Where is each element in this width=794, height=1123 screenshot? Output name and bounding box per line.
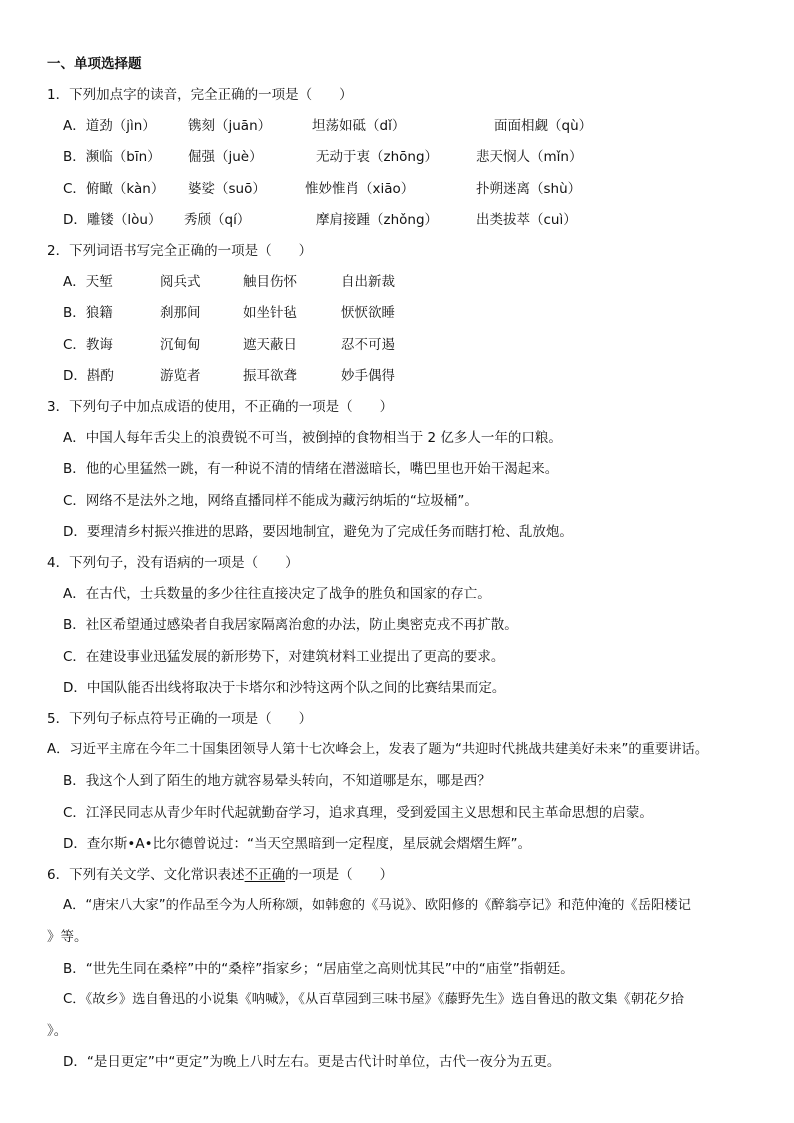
q5-option-c: C．江泽民同志从青少年时代起就勤奋学习，追求真理，受到爱国主义思想和民主革命思想的启蒙。 (63, 805, 653, 821)
q2-option-b-4: 恹恹欲睡 (341, 305, 395, 321)
q1-option-a-3: 坦荡如砥（dǐ） (312, 118, 406, 134)
q1-stem: 1．下列加点字的读音，完全正确的一项是（ ） (47, 87, 353, 103)
q2-option-b-2: 刹那间 (160, 305, 201, 321)
q3-stem: 3．下列句子中加点成语的使用，不正确的一项是（ ） (47, 399, 394, 415)
q4-option-c: C．在建设事业迅猛发展的新形势下，对建筑材料工业提出了更高的要求。 (63, 649, 505, 665)
q1-option-d-1: D．雕镂（lòu） (63, 212, 162, 228)
q2-option-a-2: 阅兵式 (160, 274, 201, 290)
q1-option-a-1: A．道劲（jìn） (63, 118, 156, 134)
q1-option-d-4: 出类拔萃（cuì） (476, 212, 577, 228)
q5-option-b: B．我这个人到了陌生的地方就容易晕头转向，不知道哪是东，哪是西？ (63, 773, 491, 789)
q1-option-d-2: 秀颀（qí） (184, 212, 251, 228)
q5-option-d: D．查尔斯•A•比尔德曾说过：“当天空黑暗到一定程度，星辰就会熠熠生辉”。 (63, 836, 532, 852)
q6-option-a-continued: 》等。 (47, 929, 88, 945)
q4-stem: 4．下列句子，没有语病的一项是（ ） (47, 555, 299, 571)
q2-option-b-3: 如坐针毡 (243, 305, 297, 321)
q5-option-a: A．习近平主席在今年二十国集团领导人第十七次峰会上，发表了题为“共迎时代挑战共建美好未来”的重要讲话。 (47, 742, 709, 757)
q2-stem: 2．下列词语书写完全正确的一项是（ ） (47, 243, 313, 259)
q1-option-a-4: 面面相觑（qù） (494, 118, 593, 134)
q1-option-d-3: 摩肩接踵（zhǒng） (316, 212, 439, 228)
q6-option-d: D．“是日更定”中“更定”为晚上八时左右。更是古代计时单位，古代一夜分为五更。 (63, 1054, 561, 1070)
q2-option-a-4: 自出新裁 (341, 274, 395, 290)
q2-option-c-2: 沉甸甸 (160, 337, 201, 353)
q6-stem (47, 866, 393, 884)
q6-stem-underlined: 不正确 (244, 867, 286, 883)
q2-option-c-1: C．教诲 (63, 337, 113, 353)
q1-option-b-3: 无动于衷（zhōng） (316, 149, 439, 165)
q6-option-c-continued: 》。 (47, 1023, 68, 1039)
q3-option-c: C．网络不是法外之地，网络直播同样不能成为藏污纳垢的“垃圾桶”。 (63, 493, 478, 509)
q4-option-a: A．在古代，士兵数量的多少往往直接决定了战争的胜负和国家的存亡。 (63, 586, 491, 602)
q1-option-a-2: 镌刻（juān） (188, 118, 272, 134)
q4-option-b: B．社区希望通过感染者自我居家隔离治愈的办法，防止奥密克戎不再扩散。 (63, 617, 518, 633)
q2-option-d-3: 振耳欲聋 (243, 368, 297, 384)
q2-option-d-2: 游览者 (160, 368, 201, 384)
section-title: 一、单项选择题 (47, 56, 142, 72)
q1-option-b-2: 倔强（juè） (188, 149, 263, 165)
q1-option-c-2: 婆娑（suō） (188, 181, 266, 197)
q2-option-c-3: 遮天蔽日 (243, 337, 297, 353)
q2-option-d-1: D．斟酌 (63, 368, 114, 384)
q2-option-d-4: 妙手偶得 (341, 368, 395, 384)
q6-option-c: C．《故乡》选自鲁迅的小说集《呐喊》，《从百草园到三味书屋》《藤野先生》选自鲁迅的散文集《朝花夕拾 (63, 992, 684, 1007)
q6-option-b: B．“世先生同在桑梓”中的“桑梓”指家乡；“居庙堂之高则忧其民”中的“庙堂”指朝廷。 (63, 961, 574, 977)
q2-option-a-3: 触目伤怀 (243, 274, 297, 290)
q1-option-b-1: B．濒临（bīn） (63, 149, 161, 165)
q2-option-b-1: B．狼籍 (63, 305, 113, 321)
q5-stem: 5．下列句子标点符号正确的一项是（ ） (47, 711, 313, 727)
q3-option-d: D．要理清乡村振兴推进的思路，要因地制宜，避免为了完成任务而瞎打枪、乱放炮。 (63, 524, 573, 540)
q6-stem-before: 6．下列有关文学、文化常识表述 (47, 867, 245, 883)
q1-option-b-4: 悲天悯人（mǐn） (476, 149, 583, 165)
q3-option-b: B．他的心里猛然一跳，有一种说不清的情绪在潜滋暗长，嘴巴里也开始干渴起来。 (63, 461, 559, 477)
q1-option-c-1: C．俯瞰（kàn） (63, 181, 165, 197)
q6-stem-after: 的一项是（ ） (285, 867, 394, 883)
q2-option-a-1: A．天堑 (63, 274, 113, 290)
q6-option-a: A．“唐宋八大家”的作品至今为人所称颂，如韩愈的《马说》、欧阳修的《醉翁亭记》和范仲淹的《岳阳楼记 (63, 898, 691, 913)
q3-option-a: A．中国人每年舌尖上的浪费锐不可当，被倒掉的食物相当于 2 亿多人一年的口粮。 (63, 430, 562, 446)
q1-option-c-3: 惟妙惟肖（xiāo） (305, 181, 415, 197)
q2-option-c-4: 忍不可遏 (341, 337, 395, 353)
q1-option-c-4: 扑朔迷离（shù） (476, 181, 582, 197)
q4-option-d: D．中国队能否出线将取决于卡塔尔和沙特这两个队之间的比赛结果而定。 (63, 680, 506, 696)
